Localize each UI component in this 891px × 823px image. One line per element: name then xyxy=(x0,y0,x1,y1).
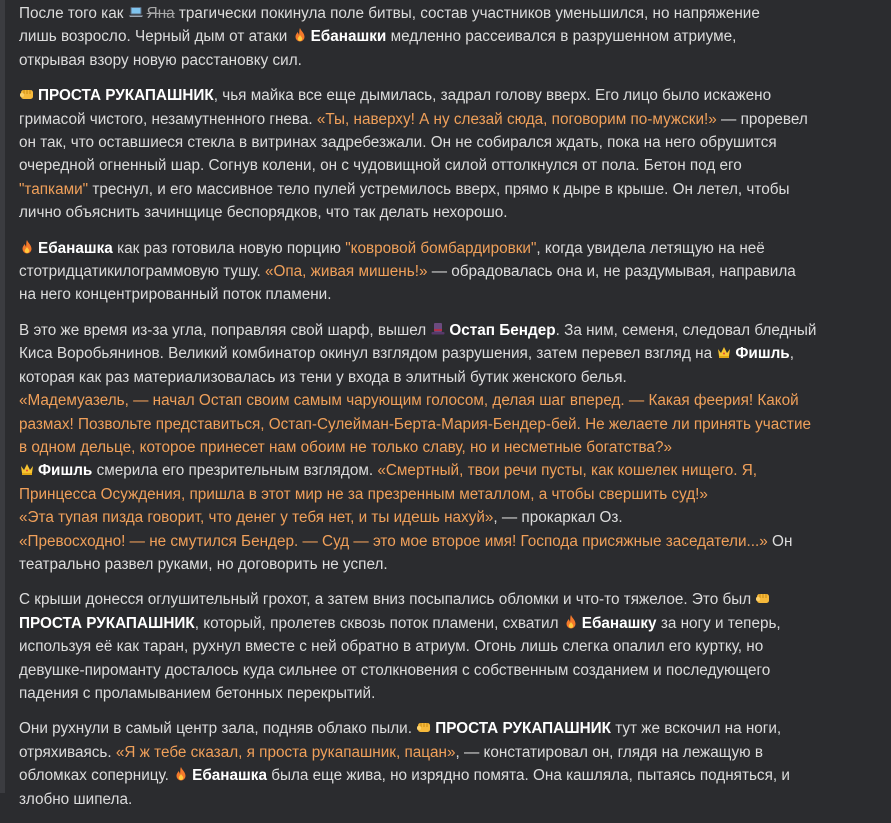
paragraph-5 xyxy=(19,588,879,705)
line xyxy=(19,506,879,529)
text: медленно рассеивался в разрушенном атриуме, xyxy=(390,28,737,46)
text: отряхиваясь. xyxy=(19,743,112,761)
text: очередной огненный шар. Согнув колени, он с чудовищной силой оттолкнулся от пола. Бетон под его xyxy=(19,157,742,175)
line xyxy=(19,237,879,260)
line xyxy=(19,283,879,306)
text: С крыши донесся оглушительный грохот, а затем вниз посыпались обломки и что-то тяжелое. Это был xyxy=(19,591,752,609)
ebanashka-name: Ебанашку xyxy=(581,614,657,632)
line xyxy=(19,764,879,787)
text: лишь возросло. Черный дым от атаки xyxy=(19,28,288,46)
fishl-name: Фишль xyxy=(735,345,790,363)
fire-icon xyxy=(19,239,35,255)
laptop-icon xyxy=(128,4,144,20)
text: открывая взору новую расстановку сил. xyxy=(19,51,302,69)
yana-name: Яна xyxy=(146,5,175,22)
story-text xyxy=(19,2,879,823)
text: гримасой чистого, незамутненного гнева. xyxy=(19,110,313,128)
line xyxy=(19,436,879,459)
paragraph-1 xyxy=(19,2,879,72)
line xyxy=(19,459,879,482)
top-hat-icon xyxy=(430,321,446,337)
fist-icon xyxy=(755,590,771,606)
text: , который, пролетев сквозь поток пламени, схватил xyxy=(194,614,559,632)
quote: «Я ж тебе сказал, я проста рукапашник, пацан» xyxy=(115,743,456,761)
text: — проревел xyxy=(721,110,808,128)
line xyxy=(19,635,879,658)
rukapashnik-name: ПРОСТА РУКАПАШНИК xyxy=(435,720,611,738)
quote: Принцесса Осуждения, пришла в этот мир не за презренным металлом, а чтобы свершить суд!» xyxy=(19,485,708,503)
ebanashka-name: Ебанашка xyxy=(192,767,267,785)
line xyxy=(19,84,879,107)
text: была еще жива, но изрядно помята. Она кашляла, пытаясь подняться, и xyxy=(271,767,790,785)
line xyxy=(19,788,879,811)
quote: "тапками" xyxy=(19,180,89,198)
text: на него концентрированный поток пламени. xyxy=(19,286,332,304)
text: обломках соперницу. xyxy=(19,767,169,785)
line xyxy=(19,483,879,506)
text: которая как раз материализовалась из тени у входа в элитный бутик женского белья. xyxy=(19,368,627,386)
line xyxy=(19,717,879,740)
line xyxy=(19,588,879,611)
line xyxy=(19,659,879,682)
line xyxy=(19,131,879,154)
line xyxy=(19,553,879,576)
text: злобно шипела. xyxy=(19,790,133,808)
fire-icon xyxy=(173,766,189,782)
line xyxy=(19,260,879,283)
paragraph-3 xyxy=(19,237,879,307)
text: После того как xyxy=(19,5,124,22)
line xyxy=(19,25,879,48)
line xyxy=(19,413,879,436)
quote: "ковровой бомбардировки" xyxy=(345,239,537,257)
text: стотридцатикилограммовую тушу. xyxy=(19,263,261,281)
text: он так, что оставшиеся стекла в витринах задребезжали. Он не собирался ждать, пока на него обрушится xyxy=(19,134,777,152)
line xyxy=(19,2,879,25)
line xyxy=(19,682,879,705)
line xyxy=(19,342,879,365)
line xyxy=(19,49,879,72)
line xyxy=(19,366,879,389)
quote: в одном дельце, которое принесет нам обоим не только славу, но и несметные богатства?» xyxy=(19,438,672,456)
line xyxy=(19,741,879,764)
text: за ногу и теперь, xyxy=(660,614,781,632)
ebanashka-name: Ебанашка xyxy=(38,239,113,257)
text: В это же время из-за угла, поправляя свой шарф, вышел xyxy=(19,321,427,339)
crown-icon xyxy=(716,344,732,360)
text: — обрадовалась она и, не раздумывая, направила xyxy=(431,263,796,281)
text: девушке-пироманту досталось куда сильнее от столкновения с собственным созданием и последующего xyxy=(19,661,771,679)
rukapashnik-name: ПРОСТА РУКАПАШНИК xyxy=(19,614,195,632)
text: , когда увидела летящую на неё xyxy=(536,239,765,257)
text: Киса Воробьянинов. Великий комбинатор окинул взглядом разрушения, затем перевел взгляд на xyxy=(19,345,713,363)
text: , — прокаркал Оз. xyxy=(493,509,623,527)
text: трагически покинула поле битвы, состав участников уменьшился, но напряжение xyxy=(178,5,760,22)
text: тут же вскочил на ноги, xyxy=(615,720,782,738)
rukapashnik-name: ПРОСТА РУКАПАШНИК xyxy=(38,87,214,105)
text: театрально развел руками, но договорить не успел. xyxy=(19,555,388,573)
fire-icon xyxy=(563,614,579,630)
line xyxy=(19,154,879,177)
text: Они рухнули в самый центр зала, подняв облако пыли. xyxy=(19,720,412,738)
line xyxy=(19,530,879,553)
line xyxy=(19,178,879,201)
line xyxy=(19,389,879,412)
quote: «Опа, живая мишень!» xyxy=(264,263,428,281)
quote: «Мадемуазель, — начал Остап своим самым чарующим голосом, делая шаг вперед. — Какая феерия! Какой xyxy=(19,392,799,410)
quote: «Эта тупая пизда говорит, что денег у тебя нет, и ты идешь нахуй» xyxy=(19,509,494,527)
text: , — констатировал он, глядя на лежащую в xyxy=(455,743,764,761)
window-edge xyxy=(0,0,5,793)
text: , чья майка все еще дымилась, задрал голову вверх. Его лицо было искажено xyxy=(213,87,772,105)
text: падения с проламыванием бетонных перекрытий. xyxy=(19,684,376,702)
quote: «Превосходно! — не смутился Бендер. — Суд — это мое второе имя! Господа присяжные заседатели...» xyxy=(19,532,768,550)
fishl-name: Фишль xyxy=(38,462,93,480)
ebanashka-name: Ебанашки xyxy=(310,28,387,46)
line xyxy=(19,319,879,342)
line xyxy=(19,108,879,131)
quote: размах! Позвольте представиться, Остап-Сулейман-Берта-Мария-Бендер-бей. Не желаете ли принять участие xyxy=(19,415,811,433)
text: , xyxy=(789,345,794,363)
text: треснул, и его массивное тело пулей устремилось вверх, прямо к дыре в крыше. Он летел, чтобы xyxy=(92,180,790,198)
paragraph-4 xyxy=(19,319,879,576)
paragraph-6 xyxy=(19,717,879,811)
text: Он xyxy=(772,532,793,550)
quote: «Смертный, твои речи пусты, как кошелек нищего. Я, xyxy=(377,462,758,480)
paragraph-2 xyxy=(19,84,879,224)
fist-icon xyxy=(19,86,35,102)
line xyxy=(19,612,879,635)
text: лично объяснить зачинщице беспорядков, что так делать нехорошо. xyxy=(19,204,508,222)
crown-icon xyxy=(19,461,35,477)
text: как раз готовила новую порцию xyxy=(117,239,341,257)
line xyxy=(19,201,879,224)
text: смерила его презрительным взглядом. xyxy=(96,462,374,480)
fist-icon xyxy=(416,719,432,735)
quote: «Ты, наверху! А ну слезай сюда, поговорим по-мужски!» xyxy=(316,110,717,128)
text: . За ним, семеня, следовал бледный xyxy=(555,321,817,339)
ostap-name: Остап Бендер xyxy=(449,321,556,339)
fire-icon xyxy=(292,27,308,43)
text: используя её как таран, рухнул вместе с ней обратно в атриум. Огонь лишь слегка опалил его куртку, но xyxy=(19,638,764,656)
